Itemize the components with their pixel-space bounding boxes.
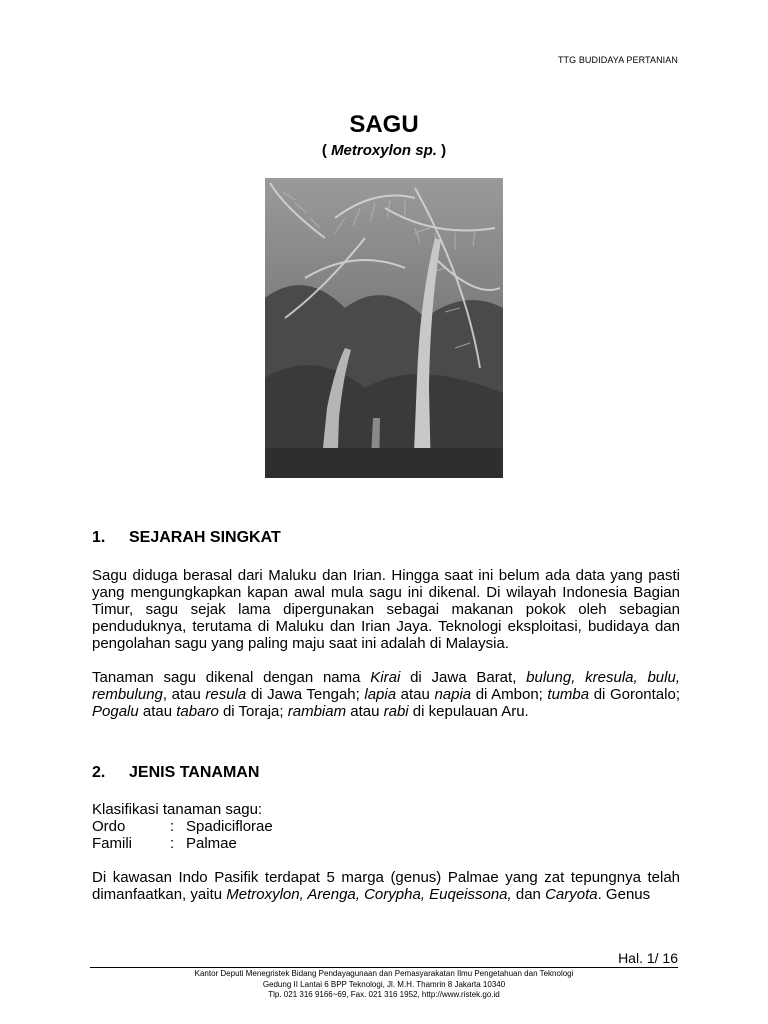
- italic-term: lapia: [364, 686, 397, 703]
- class-value: Palmae: [186, 835, 237, 852]
- section-2: [92, 764, 680, 903]
- text: di Gorontalo;: [589, 686, 680, 703]
- text: di Ambon;: [471, 686, 548, 703]
- text: . Genus: [597, 886, 651, 903]
- section-2-heading: [92, 764, 680, 781]
- classification-row: [92, 835, 680, 852]
- class-sep: :: [170, 835, 175, 852]
- text: , atau: [162, 686, 206, 703]
- text: atau: [346, 703, 384, 720]
- classification-row: [92, 818, 680, 835]
- italic-term: tabaro: [176, 703, 219, 720]
- footer-line-3: Tlp. 021 316 9166~69, Fax. 021 316 1952, http://www.ristek.go.id: [268, 990, 500, 999]
- section-2-paragraph: [92, 869, 680, 903]
- page-subtitle: [0, 142, 768, 159]
- italic-term: napia: [434, 686, 472, 703]
- footer-line-2: Gedung II Lantai 6 BPP Teknologi, Jl. M.H. Thamrin 8 Jakarta 10340: [262, 979, 506, 989]
- sago-palm-photo: [265, 178, 503, 478]
- italic-term: Metroxylon, Arenga, Corypha, Euqeissona,: [226, 886, 512, 903]
- subtitle-close: ): [436, 142, 447, 159]
- section-1: [92, 529, 680, 720]
- text: Tanaman sagu dikenal dengan nama: [92, 669, 371, 686]
- text: Di kawasan Indo Pasifik terdapat 5 marga (genus) Palmae yang zat tepungnya telah dimanfaatkan, yaitu: [92, 869, 680, 903]
- italic-term: bulung, kresula, bulu, rembulung: [92, 669, 680, 703]
- header-note: TTG BUDIDAYA PERTANIAN: [557, 55, 678, 65]
- section-2-number: 2.: [92, 764, 106, 781]
- italic-term: rambiam: [287, 703, 347, 720]
- text: di Jawa Tengah;: [246, 686, 365, 703]
- italic-term: resula: [205, 686, 247, 703]
- text: di Toraja;: [218, 703, 288, 720]
- section-1-paragraph-2: [92, 669, 680, 720]
- sago-palm-illustration: [265, 178, 503, 478]
- text: di Jawa Barat,: [400, 669, 527, 686]
- class-sep: :: [170, 818, 175, 835]
- italic-term: Kirai: [370, 669, 401, 686]
- footer: [90, 969, 678, 1001]
- italic-term: Pogalu: [92, 703, 139, 720]
- page-number: Hal. 1/ 16: [618, 950, 678, 966]
- page-title: SAGU: [349, 111, 419, 138]
- italic-term: Caryota: [545, 886, 598, 903]
- title-block: [0, 111, 768, 159]
- text: dan: [511, 886, 546, 903]
- classification-intro: Klasifikasi tanaman sagu:: [92, 801, 263, 818]
- footer-divider: [90, 967, 678, 968]
- section-1-number: 1.: [92, 529, 106, 546]
- text: atau: [138, 703, 177, 720]
- section-1-title: SEJARAH SINGKAT: [129, 529, 281, 546]
- text: di kepulauan Aru.: [408, 703, 529, 720]
- scientific-name: Metroxylon sp.: [331, 142, 437, 159]
- footer-line-1: Kantor Deputi Menegristek Bidang Pendayagunaan dan Pemasyarakatan Ilmu Pengetahuan dan Teknologi: [194, 969, 574, 978]
- class-value: Spadiciflorae: [186, 818, 273, 835]
- section-2-title: JENIS TANAMAN: [129, 764, 260, 781]
- subtitle-open: (: [321, 142, 332, 159]
- italic-term: rabi: [383, 703, 409, 720]
- text: atau: [396, 686, 435, 703]
- section-1-heading: [92, 529, 680, 546]
- italic-term: tumba: [547, 686, 590, 703]
- class-key: Famili: [92, 835, 132, 852]
- class-key: Ordo: [92, 818, 126, 835]
- section-1-paragraph-1: Sagu diduga berasal dari Maluku dan Irian. Hingga saat ini belum ada data yang pasti yang mengungkapkan kapan awal mula sagu ini dikenal. Di wilayah Indonesia Bagian Timur, sagu sejak lama dipergunakan sebagai makanan pokok oleh sebagian penduduknya, terutama di Maluku dan Irian Jaya. Teknologi eksploitasi, budidaya dan pengolahan sagu yang paling maju saat ini adalah di Malaysia.: [92, 567, 680, 652]
